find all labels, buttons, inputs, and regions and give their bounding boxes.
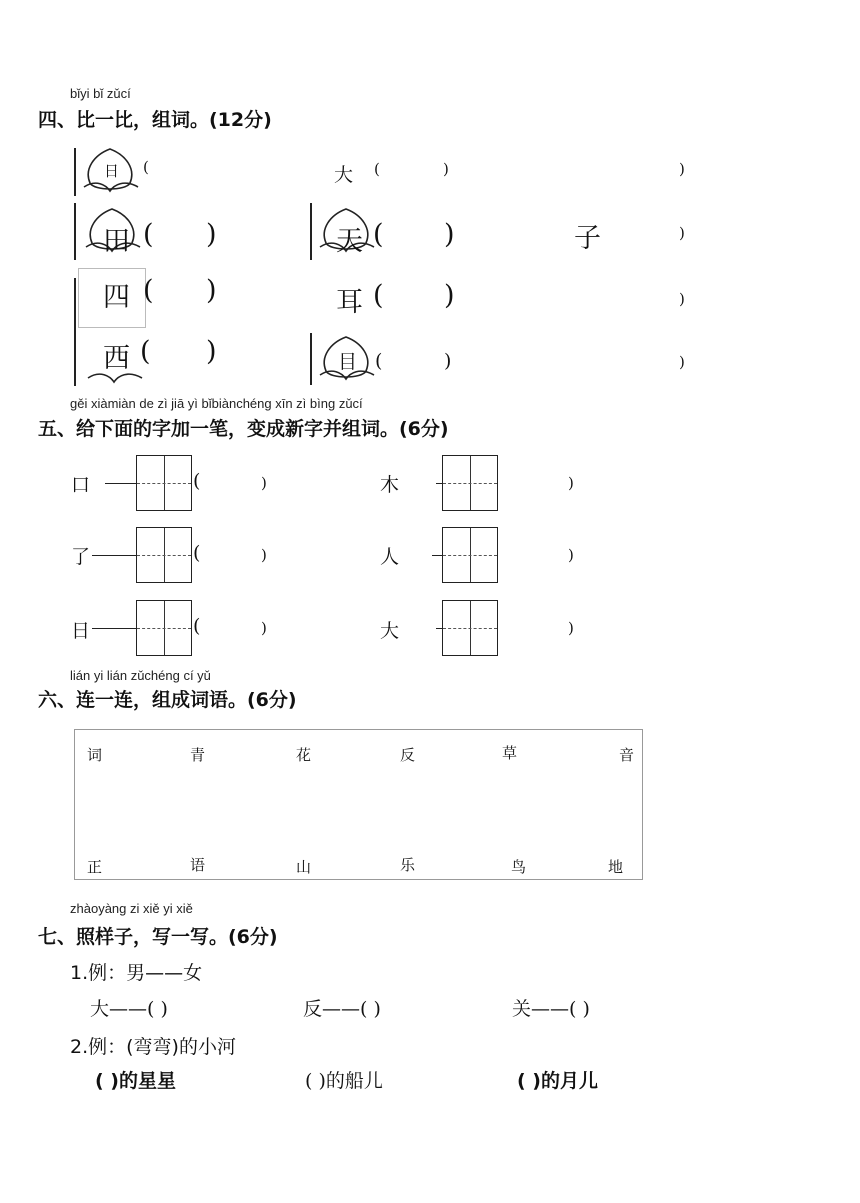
char-mu: 目 xyxy=(338,351,358,373)
fill-item[interactable]: ( )的船儿 xyxy=(305,1070,383,1092)
connector-line xyxy=(105,483,137,484)
antonym-item[interactable]: 关——( ) xyxy=(512,998,590,1020)
antonym-item[interactable]: 大——( ) xyxy=(90,998,168,1020)
paren-open: ( xyxy=(143,219,154,250)
paren-close: ) xyxy=(206,219,217,250)
fill-item[interactable]: ( )的月儿 xyxy=(517,1070,598,1092)
paren-close: ) xyxy=(444,350,452,372)
bracket-left-2 xyxy=(74,203,76,260)
char-mu-wood: 木 xyxy=(380,474,400,496)
writing-grid[interactable] xyxy=(442,600,498,656)
writing-grid[interactable] xyxy=(136,600,192,656)
match-bottom-item[interactable]: 鸟 xyxy=(511,858,527,876)
match-bottom-item[interactable]: 正 xyxy=(87,858,103,876)
char-da: 大 xyxy=(334,164,354,186)
paren-close: ) xyxy=(679,353,685,371)
char-er: 耳 xyxy=(336,287,363,318)
match-bottom-item[interactable]: 乐 xyxy=(400,856,416,874)
section6-title: 六、连一连，组成词语。(6分) xyxy=(38,689,297,711)
section4-pinyin: bǐyi bǐ zǔcí xyxy=(70,86,131,101)
paren-close: ) xyxy=(679,224,685,242)
paren-open: ( xyxy=(143,158,149,176)
writing-grid[interactable] xyxy=(442,527,498,583)
char-si: 四 xyxy=(103,282,130,313)
match-top-item[interactable]: 词 xyxy=(87,746,103,764)
paren-close: ) xyxy=(568,546,574,564)
connector-line xyxy=(92,555,137,556)
paren-close: ) xyxy=(206,336,217,367)
example-1: 1.例：男——女 xyxy=(70,962,203,984)
paren-open: ( xyxy=(375,350,383,372)
fill-item[interactable]: ( )的星星 xyxy=(95,1070,176,1092)
section5-title: 五、给下面的字加一笔，变成新字并组词。(6分) xyxy=(38,418,449,440)
bracket-left-3 xyxy=(74,278,76,386)
match-bottom-item[interactable]: 地 xyxy=(608,858,624,876)
example-2: 2.例：(弯弯)的小河 xyxy=(70,1036,236,1058)
char-da: 大 xyxy=(380,620,400,642)
char-tian-sky: 天 xyxy=(336,226,363,257)
paren-close: ) xyxy=(206,275,217,306)
writing-grid[interactable] xyxy=(136,527,192,583)
paren-close: ) xyxy=(444,219,455,250)
char-le: 了 xyxy=(71,546,91,568)
char-ri: 日 xyxy=(104,162,120,180)
paren-open: ( xyxy=(373,219,384,250)
match-top-item[interactable]: 青 xyxy=(190,746,206,764)
match-top-item[interactable]: 反 xyxy=(400,746,416,764)
paren-open: ( xyxy=(193,470,201,492)
section7-pinyin: zhàoyàng zi xiě yi xiě xyxy=(70,901,193,916)
char-kou: 口 xyxy=(71,474,91,496)
paren-open: ( xyxy=(373,280,384,311)
matching-box[interactable] xyxy=(74,729,643,880)
section5-pinyin: gěi xiàmiàn de zì jiā yì bǐbiànchéng xīn zì bìng zǔcí xyxy=(70,396,363,411)
paren-close: ) xyxy=(443,160,449,178)
paren-close: ) xyxy=(261,619,267,637)
paren-open: ( xyxy=(193,615,201,637)
section6-pinyin: lián yi lián zǔchéng cí yǔ xyxy=(70,668,211,683)
section4-title: 四、比一比，组词。(12分) xyxy=(38,109,272,131)
paren-close: ) xyxy=(444,280,455,311)
char-ri: 日 xyxy=(71,620,91,642)
paren-open: ( xyxy=(143,275,154,306)
match-bottom-item[interactable]: 山 xyxy=(296,858,312,876)
match-top-item[interactable]: 草 xyxy=(502,744,518,762)
paren-open: ( xyxy=(140,336,151,367)
section7-title: 七、照样子，写一写。(6分) xyxy=(38,926,278,948)
paren-open: ( xyxy=(374,160,380,178)
antonym-item[interactable]: 反——( ) xyxy=(303,998,381,1020)
writing-grid[interactable] xyxy=(136,455,192,511)
paren-close: ) xyxy=(679,290,685,308)
paren-open: ( xyxy=(193,542,201,564)
char-zi: 子 xyxy=(574,223,601,254)
char-ren: 人 xyxy=(380,546,400,568)
paren-close: ) xyxy=(261,546,267,564)
paren-close: ) xyxy=(261,474,267,492)
paren-close: ) xyxy=(679,160,685,178)
writing-grid[interactable] xyxy=(442,455,498,511)
char-tian-field: 田 xyxy=(103,226,130,257)
paren-close: ) xyxy=(568,474,574,492)
char-xi: 西 xyxy=(103,343,130,374)
match-top-item[interactable]: 花 xyxy=(296,746,312,764)
match-bottom-item[interactable]: 语 xyxy=(190,856,206,874)
connector-line xyxy=(92,628,137,629)
paren-close: ) xyxy=(568,619,574,637)
match-top-item[interactable]: 音 xyxy=(619,746,635,764)
